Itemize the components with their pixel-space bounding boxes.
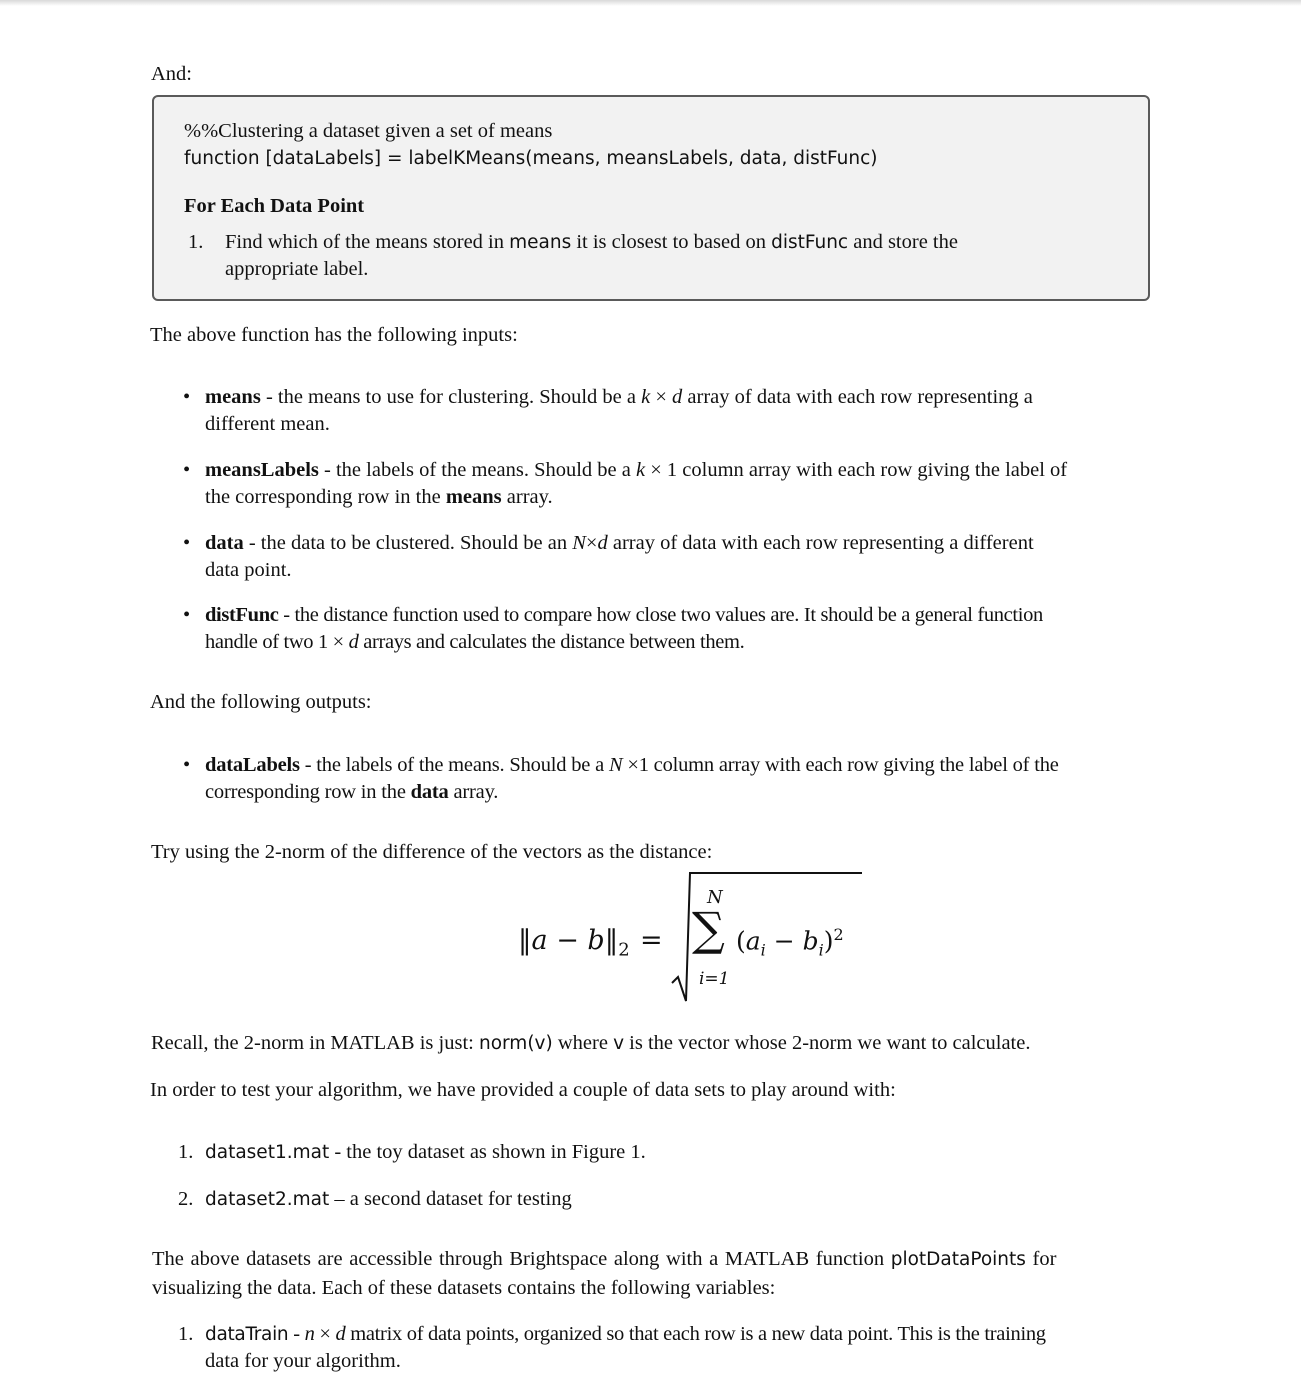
- param-var: d: [672, 386, 683, 408]
- formula-var-b: b: [587, 925, 605, 956]
- dataset-desc: – a second dataset for testing: [329, 1188, 572, 1210]
- param-text: array.: [448, 781, 499, 803]
- recall-code: v: [613, 1033, 625, 1054]
- term-sub-i: i: [760, 940, 766, 960]
- list-item-meanslabels: [183, 457, 1151, 511]
- param-text: - the data to be clustered. Should be an: [243, 532, 573, 554]
- param-text: ×: [585, 532, 598, 554]
- dataset-filename: dataset1.mat: [205, 1142, 330, 1163]
- param-name: data: [205, 532, 244, 554]
- step-text-a: Find which of the means stored in: [225, 231, 510, 253]
- param-ref: means: [445, 486, 502, 508]
- sum-upper-limit: N: [707, 887, 723, 908]
- access-line1: [152, 1246, 1151, 1273]
- bullet-icon: •: [183, 532, 191, 554]
- param-text: corresponding row in the: [205, 781, 411, 803]
- param-text: ×1 column array with each row giving the label of the: [622, 754, 1059, 776]
- param-name: means: [205, 386, 261, 408]
- inputs-intro: The above function has the following inputs:: [150, 324, 518, 346]
- param-var: k: [636, 459, 646, 481]
- try-text: Try using the 2-norm of the difference of the vectors as the distance:: [151, 841, 713, 863]
- formula-lhs: ‖a − $b‖_2$: [518, 925, 630, 961]
- param-var: N: [608, 754, 623, 776]
- list-item-datalabels: [183, 752, 1151, 806]
- list-item-means: [183, 384, 1151, 438]
- param-text: array.: [501, 486, 553, 508]
- param-text: - the distance function used to compare how close two values are. It should be a general function: [278, 604, 1043, 626]
- box-comment: %%Clustering a dataset given a set of means: [184, 120, 553, 142]
- param-text: - the means to use for clustering. Should be a: [260, 386, 642, 408]
- recall-part: is the vector whose 2-norm we want to calculate.: [624, 1032, 1031, 1054]
- test-text: In order to test your algorithm, we have provided a couple of data sets to play around with:: [150, 1079, 896, 1101]
- formula-subscript: 2: [618, 939, 630, 961]
- variable-var: d: [335, 1323, 346, 1345]
- access-part: for: [1025, 1248, 1057, 1270]
- formula-var-a: a: [531, 925, 548, 956]
- param-text: handle of two 1 ×: [205, 631, 349, 653]
- list-item-data: [183, 530, 1151, 584]
- param-var: N: [572, 532, 586, 554]
- variable-name: dataTrain: [205, 1324, 289, 1345]
- box-step-line2: appropriate label.: [225, 258, 369, 280]
- param-var: k: [641, 386, 651, 408]
- param-name: distFunc: [205, 604, 279, 626]
- norm-formula: [500, 865, 870, 1010]
- step-text-b: it is closest to based on: [571, 231, 772, 253]
- recall-part: where: [552, 1032, 614, 1054]
- step-code-means: means: [509, 232, 572, 253]
- term-minus-b: − b: [765, 926, 819, 956]
- box-signature: function [dataLabels] = labelKMeans(means, meansLabels, data, distFunc): [184, 148, 878, 169]
- formula-term: $(a_i - b_i)^2$: [736, 925, 844, 960]
- dataset-desc: - the toy dataset as shown in Figure 1.: [329, 1141, 646, 1163]
- dataset-number: 2.: [178, 1188, 194, 1210]
- param-text: arrays and calculates the distance between them.: [358, 631, 745, 653]
- param-ref: data: [410, 781, 449, 803]
- variable-text: -: [288, 1323, 305, 1345]
- recall-code: norm(v): [478, 1033, 553, 1054]
- term-power: 2: [833, 925, 844, 944]
- term-sub-i2: i: [818, 940, 824, 960]
- variable-line2: data for your algorithm.: [205, 1350, 401, 1372]
- param-text: array of data with each row representing a different: [607, 532, 1034, 554]
- recall-text: [151, 1030, 1030, 1057]
- bullet-icon: •: [183, 459, 191, 481]
- formula-minus: −: [547, 925, 588, 956]
- box-step-line1: [225, 229, 1125, 256]
- outputs-intro: And the following outputs:: [150, 691, 372, 713]
- param-text: × 1 column array with each row giving the label of: [645, 459, 1068, 481]
- step-code-distfunc: distFunc: [771, 232, 849, 253]
- box-step-number: 1.: [188, 231, 204, 253]
- sum-sigma-icon: ∑: [692, 902, 725, 956]
- param-text: - the labels of the means. Should be a: [299, 754, 609, 776]
- formula-equals: =: [640, 925, 663, 956]
- dataset-item-1: [205, 1139, 646, 1166]
- access-part: The above datasets are accessible through Brightspace along with a MATLAB function: [152, 1248, 891, 1270]
- param-text: ×: [650, 386, 673, 408]
- sum-lower-limit: i=1: [699, 969, 730, 989]
- bullet-icon: •: [183, 754, 190, 776]
- param-text: - the labels of the means. Should be a: [318, 459, 637, 481]
- param-line2: different mean.: [205, 413, 330, 435]
- list-item-distfunc: [183, 602, 1151, 656]
- recall-part: Recall, the 2-norm in MATLAB is just:: [151, 1032, 479, 1054]
- param-name: dataLabels: [205, 754, 300, 776]
- variable-var: n: [304, 1323, 315, 1345]
- access-line2: visualizing the data. Each of these datasets contains the following variables:: [152, 1277, 776, 1299]
- page-top-shadow: [0, 0, 1301, 6]
- param-name: meansLabels: [205, 459, 319, 481]
- param-text: array of data with each row representing a: [682, 386, 1033, 408]
- bullet-icon: •: [183, 386, 191, 408]
- step-text-c: and store the: [848, 231, 958, 253]
- variable-number: 1.: [178, 1323, 194, 1345]
- param-var: d: [597, 532, 608, 554]
- param-text: the corresponding row in the: [205, 486, 446, 508]
- dataset-number: 1.: [178, 1141, 194, 1163]
- box-heading: For Each Data Point: [184, 195, 365, 217]
- dataset-filename: dataset2.mat: [205, 1189, 330, 1210]
- param-var: d: [348, 631, 359, 653]
- variable-item-datatrain: [205, 1321, 1155, 1348]
- variable-text: matrix of data points, organized so that each row is a new data point. This is the training: [345, 1323, 1046, 1345]
- intro-text: And:: [151, 63, 192, 85]
- algorithm-box: [152, 95, 1150, 301]
- access-code: plotDataPoints: [890, 1249, 1026, 1270]
- variable-text: ×: [314, 1323, 336, 1345]
- param-line2: data point.: [205, 559, 292, 581]
- dataset-item-2: [205, 1186, 572, 1213]
- term-close: ): [823, 926, 834, 956]
- bullet-icon: •: [183, 604, 190, 626]
